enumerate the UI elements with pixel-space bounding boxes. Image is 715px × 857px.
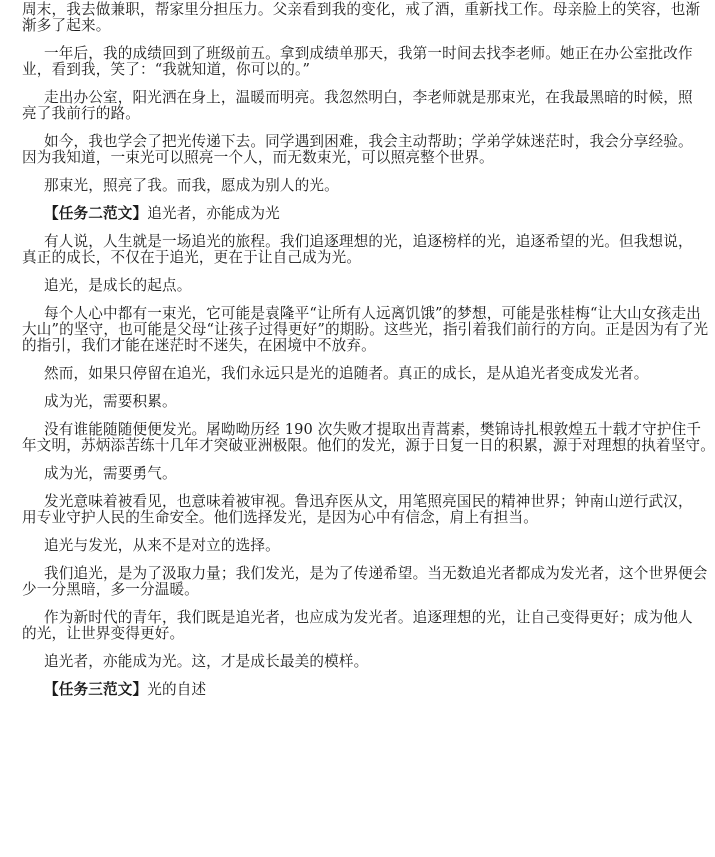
paragraph [22, 178, 609, 194]
text-line: 周末，我去做兼职，帮家里分担压力。父亲看到我的变化，戒了酒，重新找工作。母亲脸上的笑容，也渐 [22, 1, 701, 18]
text-line: 用专业守护人民的生命安全。他们选择发光，是因为心中有信念，肩上有担当。 [22, 509, 539, 526]
text-line: 业，看到我，笑了：“我就知道，你可以的。” [22, 61, 311, 78]
heading-task-label: 【任务二范文】 [44, 205, 148, 222]
paragraph [22, 89, 693, 122]
paragraph [22, 45, 693, 78]
paragraph [22, 609, 693, 642]
text-line: 追光与发光，从来不是对立的选择。 [44, 537, 280, 554]
heading-line [22, 206, 609, 222]
text-line: 有人说，人生就是一场追光的旅程。我们追逐理想的光，追逐榜样的光，追逐希望的光。但我想说， [44, 233, 693, 250]
text-line: 如今，我也学会了把光传递下去。同学遇到困难，我会主动帮助；学弟学妹迷茫时，我会分享经验。 [44, 133, 693, 150]
text-line: 亮了我前行的路。 [22, 105, 140, 122]
text-line: 一年后，我的成绩回到了班级前五。拿到成绩单那天，我第一时间去找李老师。她正在办公室批改作 [44, 45, 693, 62]
text-line: 每个人心中都有一束光，它可能是袁隆平“让所有人远离饥饿”的梦想，可能是张桂梅“让大山女孩走出 [44, 305, 701, 322]
text-line: 发光意味着被看见，也意味着被审视。鲁迅弃医从文，用笔照亮国民的精神世界；钟南山逆行武汉， [44, 493, 693, 510]
text-line: 渐多了起来。 [22, 17, 111, 34]
text-line: 因为我知道，一束光可以照亮一个人，而无数束光，可以照亮整个世界。 [22, 149, 494, 166]
section-heading [22, 682, 609, 698]
text-line: 成为光，需要勇气。 [44, 465, 177, 482]
paragraph [22, 466, 609, 482]
text-line: 那束光，照亮了我。而我，愿成为别人的光。 [44, 177, 339, 194]
paragraph [22, 565, 708, 598]
paragraph [22, 365, 649, 382]
heading-task-label: 【任务三范文】 [44, 681, 148, 698]
text-line: 成为光，需要积累。 [44, 393, 177, 410]
paragraph [22, 1, 701, 34]
paragraph [22, 421, 715, 454]
text-line: 作为新时代的青年，我们既是追光者，也应成为发光者。追逐理想的光，让自己变得更好；成为他人 [44, 609, 693, 626]
text-line: 的光，让世界变得更好。 [22, 625, 185, 642]
text-line: 追光，是成长的起点。 [44, 277, 192, 294]
text-line: 然而，如果只停留在追光，我们永远只是光的追随者。真正的成长，是从追光者变成发光者。 [44, 365, 649, 382]
paragraph [22, 278, 609, 294]
section-heading [22, 206, 609, 222]
text-line: 大山”的坚守，也可能是父母“让孩子过得更好”的期盼。这些光，指引着我们前行的方向。正是因为有了光 [22, 321, 709, 338]
paragraph [22, 538, 609, 554]
paragraph [22, 133, 693, 166]
paragraph [22, 305, 709, 354]
paragraph [22, 493, 693, 526]
text-line: 没有谁能随随便便发光。屠呦呦历经 190 次失败才提取出青蒿素，樊锦诗扎根敦煌五十载才守护住千 [44, 421, 702, 438]
heading-title: 追光者，亦能成为光 [147, 205, 280, 222]
text-line: 我们追光，是为了汲取力量；我们发光，是为了传递希望。当无数追光者都成为发光者，这个世界便会 [44, 565, 708, 582]
text-line: 少一分黑暗，多一分温暖。 [22, 581, 199, 598]
text-line: 追光者，亦能成为光。这，才是成长最美的模样。 [44, 653, 369, 670]
text-line: 真正的成长，不仅在于追光，更在于让自己成为光。 [22, 249, 362, 266]
heading-title: 光的自述 [147, 681, 207, 698]
text-line: 年文明，苏炳添苦练十几年才突破亚洲极限。他们的发光，源于日复一日的积累，源于对理想的执着坚守。 [22, 437, 715, 454]
heading-line [22, 682, 609, 698]
paragraph [22, 654, 609, 670]
paragraph [22, 233, 693, 266]
text-line: 走出办公室，阳光洒在身上，温暖而明亮。我忽然明白，李老师就是那束光，在我最黑暗的时候，照 [44, 89, 693, 106]
text-line: 的指引，我们才能在迷茫时不迷失，在困境中不放弃。 [22, 337, 376, 354]
paragraph [22, 394, 609, 410]
